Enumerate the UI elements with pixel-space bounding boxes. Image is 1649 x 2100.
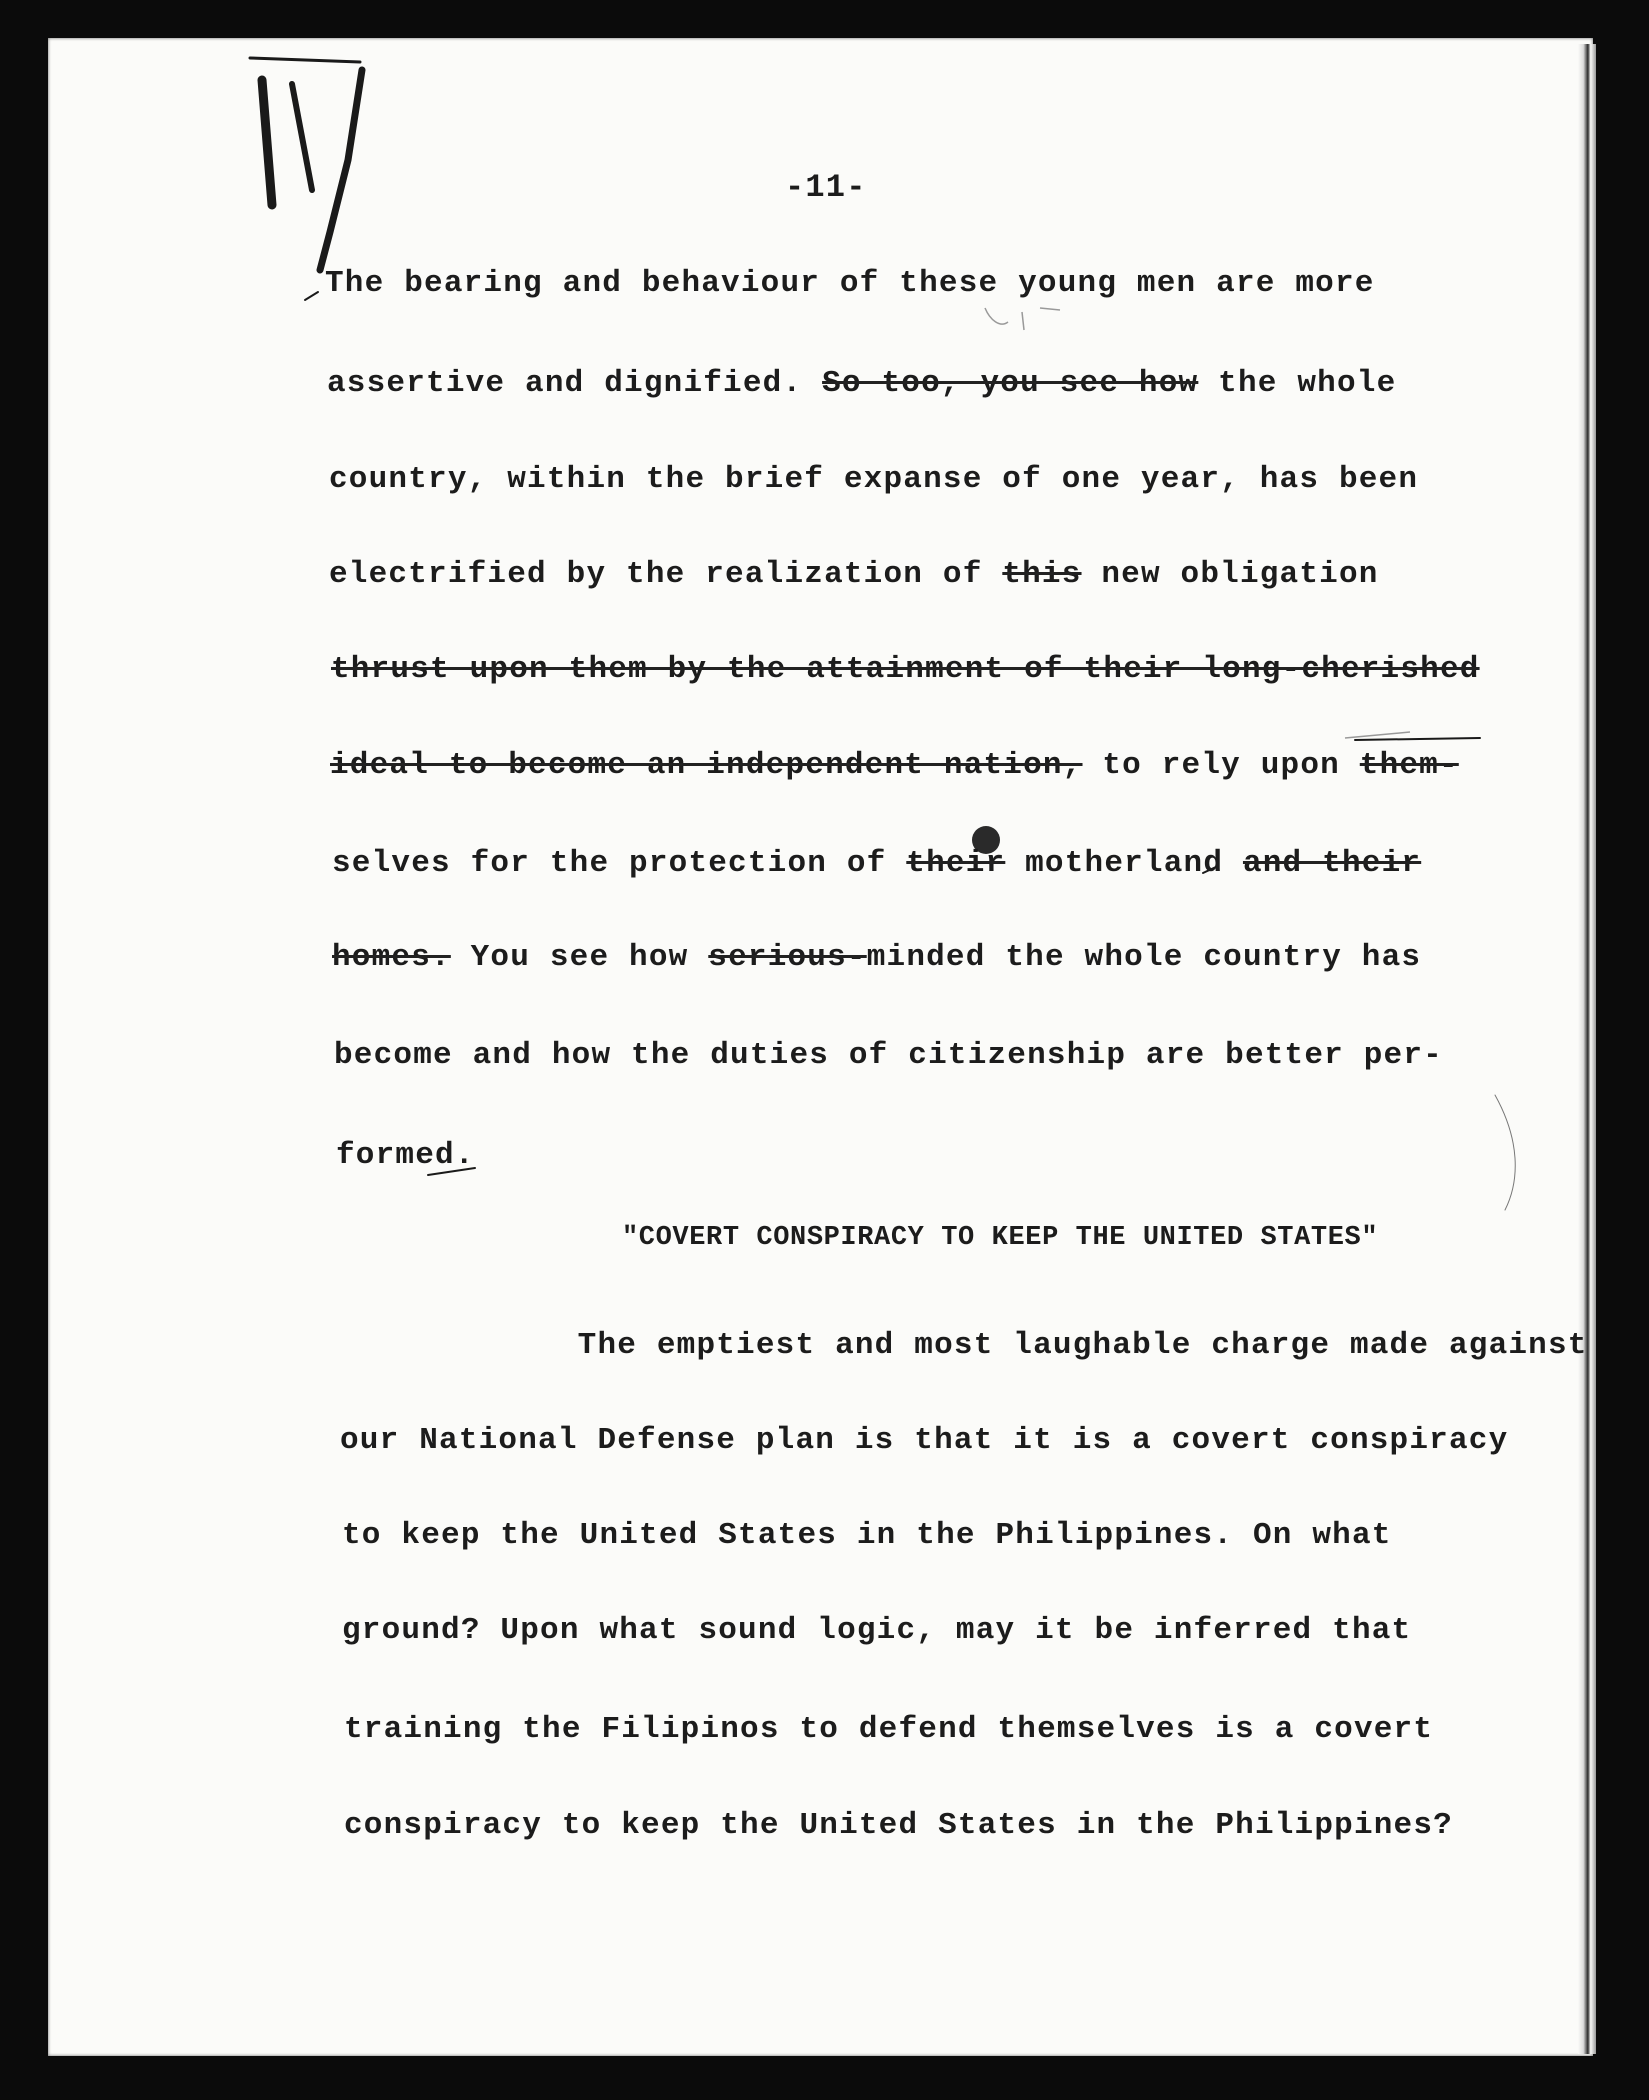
struck-text-segment: them-: [1359, 748, 1459, 783]
text-segment: minded the whole country has: [866, 940, 1422, 975]
check-mark-stroke-middle: [292, 84, 312, 190]
struck-text-segment: serious-: [708, 940, 867, 975]
faint-pencil-note: [985, 308, 1008, 324]
text-line: training the Filipinos to defend themselves is a covert: [344, 1712, 1434, 1747]
text-line: [332, 942, 1421, 973]
text-line: [331, 654, 1480, 685]
text-segment: new obligation: [1081, 557, 1379, 592]
text-line: [327, 368, 1396, 399]
page-number: -11-: [785, 169, 867, 206]
struck-text-segment: So too, you see how: [822, 366, 1199, 401]
text-line: [332, 848, 1421, 879]
margin-dash: [1355, 738, 1480, 740]
text-segment: motherland: [1005, 846, 1243, 881]
text-segment: assertive and dignified.: [327, 366, 823, 401]
struck-text-segment: homes.: [332, 940, 451, 975]
text-segment: the whole: [1198, 366, 1397, 401]
faint-pencil-arc: [1495, 1095, 1515, 1210]
faint-pencil-note-2: [1022, 312, 1024, 330]
text-segment: selves for the protection of: [332, 846, 907, 881]
struck-text-segment: their: [906, 846, 1006, 881]
struck-text-segment: thrust upon them by the attainment of their long-cherished: [331, 652, 1480, 687]
top-mark: [250, 58, 360, 62]
text-line: conspiracy to keep the United States in the Philippines?: [344, 1808, 1453, 1843]
text-segment: formed.: [336, 1138, 475, 1173]
text-segment: to rely upon: [1082, 748, 1360, 783]
text-line: ground? Upon what sound logic, may it be inferred that: [342, 1613, 1412, 1648]
text-line: [329, 464, 1418, 495]
text-line: [336, 1140, 475, 1171]
check-mark-stroke-left: [262, 80, 272, 205]
text-line: our National Defense plan is that it is a covert conspiracy: [340, 1423, 1509, 1458]
struck-text-segment: ideal to become an independent nation,: [330, 748, 1083, 783]
text-line: [330, 750, 1459, 781]
faint-pencil-note-3: [1040, 308, 1060, 310]
text-segment: country, within the brief expanse of one year, has been: [329, 462, 1419, 497]
text-segment: become and how the duties of citizenship are better per-: [334, 1038, 1443, 1073]
faint-pencil-note-4: [1345, 732, 1410, 738]
text-line: [329, 559, 1379, 590]
struck-text-segment: this: [1002, 557, 1082, 592]
section-heading: "COVERT CONSPIRACY TO KEEP THE UNITED STATES": [622, 1223, 1379, 1253]
text-segment: electrified by the realization of: [329, 557, 1003, 592]
check-mark-stroke-right: [320, 70, 362, 270]
text-segment: You see how: [450, 940, 709, 975]
struck-text-segment: and their: [1242, 846, 1422, 881]
margin-tick: [305, 292, 318, 300]
text-line: [334, 1040, 1443, 1071]
text-line: The emptiest and most laughable charge made against: [340, 1328, 1588, 1363]
text-segment: The bearing and behaviour of these young men are more: [325, 266, 1375, 301]
text-line: to keep the United States in the Philippines. On what: [342, 1518, 1392, 1553]
text-line: [325, 268, 1375, 299]
